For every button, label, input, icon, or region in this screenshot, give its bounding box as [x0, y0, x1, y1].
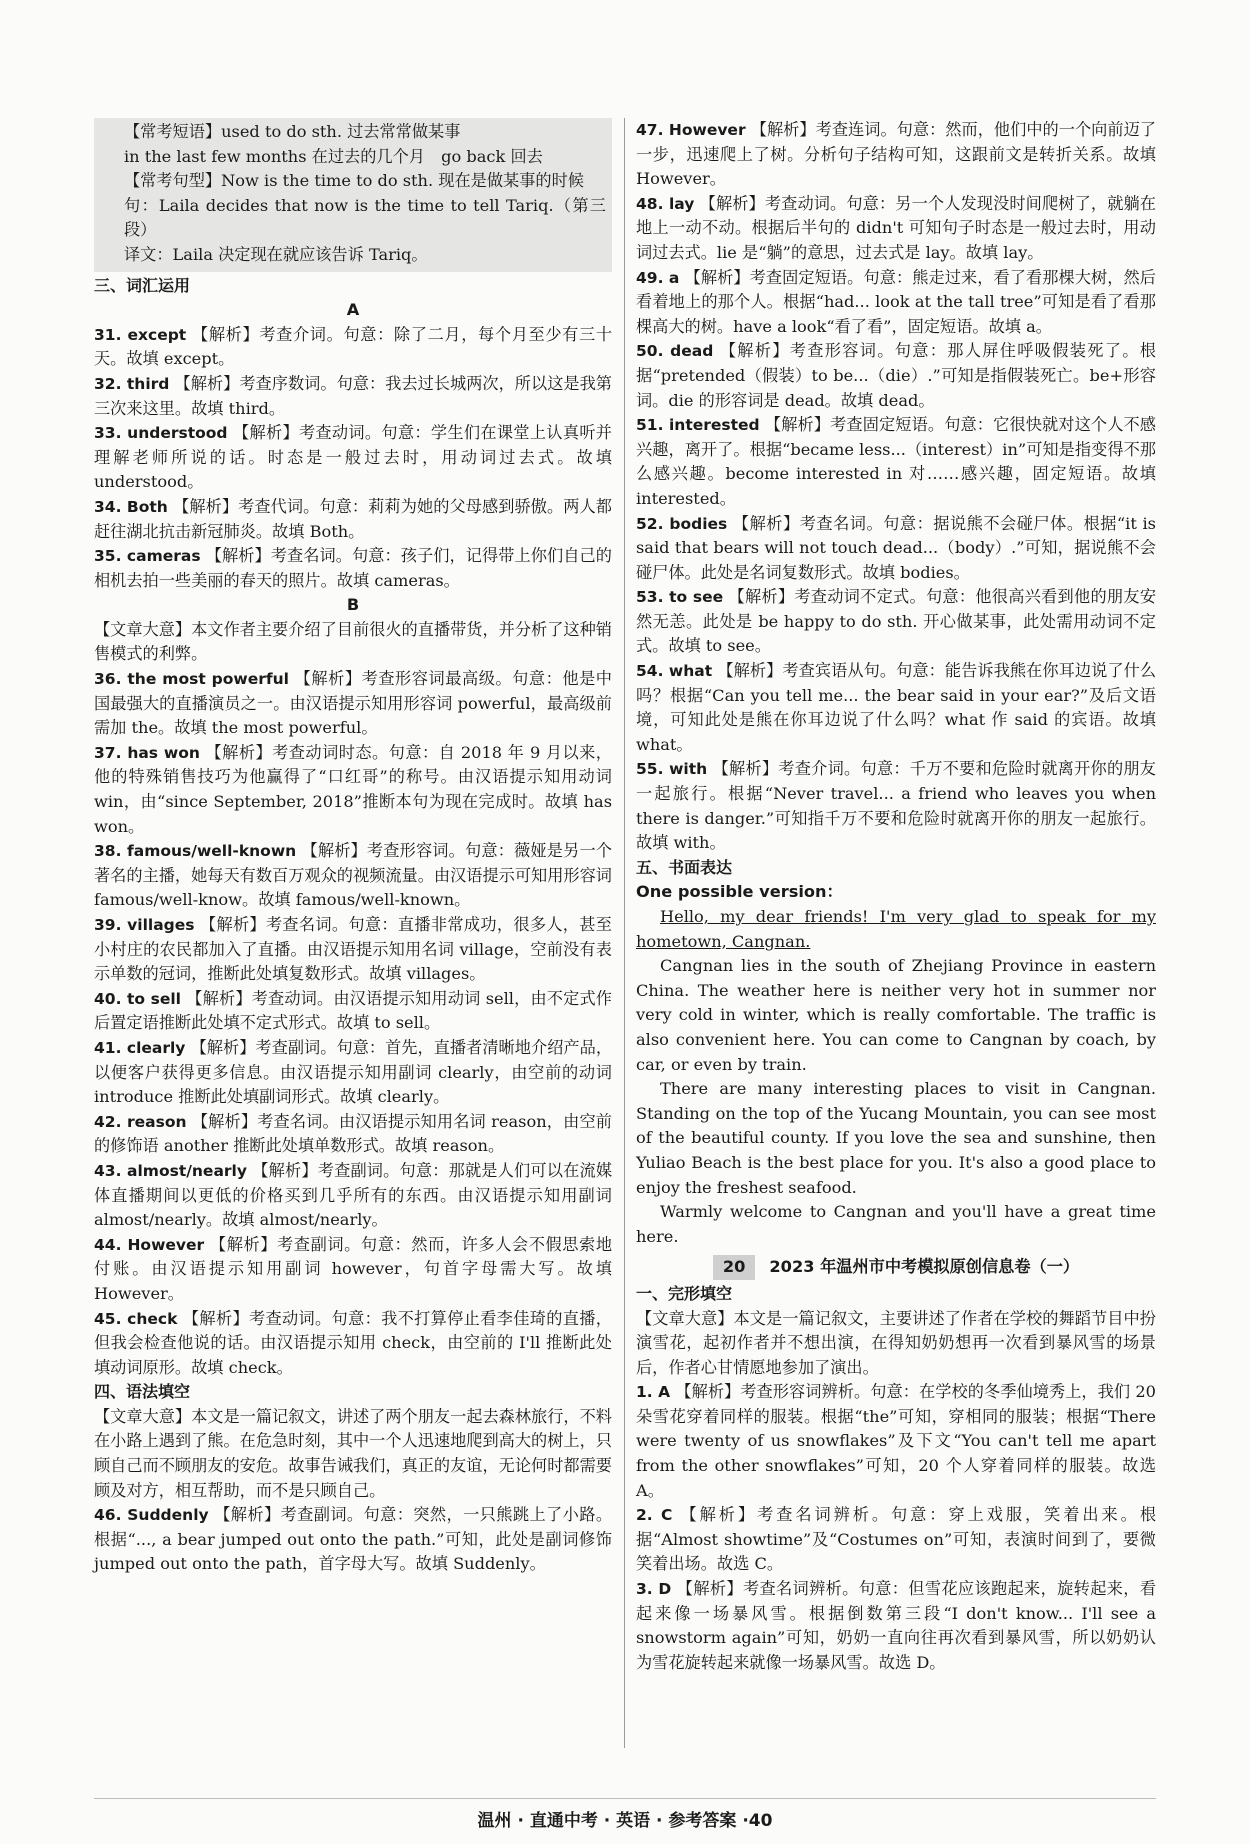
answer-item [636, 659, 1156, 757]
answer-item [94, 544, 612, 593]
answer-item [636, 1577, 1156, 1675]
column-divider [624, 118, 625, 1748]
answer-analysis: 【解析】考查动词。句意：学生们在课堂上认真听并理解老师所说的话。时态是一般过去时，用动词过去式。故填 understood。 [94, 423, 612, 492]
answer-key: 1. A [636, 1383, 671, 1402]
answer-key: 31. except [94, 325, 187, 344]
answer-key: 37. has won [94, 743, 200, 762]
part-label: A [346, 300, 360, 320]
common-phrases-box [94, 118, 612, 272]
answer-item [636, 118, 1156, 192]
answer-key: 46. Suddenly [94, 1506, 209, 1525]
answer-item [636, 413, 1156, 511]
answer-analysis: 【解析】考查名词辨析。句意：但雪花应该跑起来，旋转起来，看起来像一场暴风雪。根据倒数第三段“I don't know... I'll see a snowstorm again”可知，奶奶一直向往再次看到暴风雪，所以奶奶认为雪花旋转起来就像一场暴风雪。故选 D。 [636, 1579, 1157, 1672]
version-label: One possible version： [636, 882, 843, 902]
answer-key: 43. almost/nearly [94, 1161, 247, 1180]
answer-analysis: 【解析】考查名词。句意：孩子们，记得带上你们自己的相机去拍一些美丽的春天的照片。故填 cameras。 [94, 546, 612, 590]
answer-item [94, 1036, 612, 1110]
answer-analysis: 【解析】考查连词。句意：然而，他们中的一个向前迈了一步，迅速爬上了树。分析句子结构可知，这跟前文是转折关系。故填 However。 [636, 120, 1156, 189]
answer-key: 36. the most powerful [94, 670, 289, 689]
essay-paragraph: Hello, my dear friends! I'm very glad to speak for my hometown, Cangnan. [636, 907, 1156, 951]
article-summary: 【文章大意】本文是一篇记叙文，主要讲述了作者在学校的舞蹈节目中扮演雪花，起初作者并不想出演，在得知奶奶想再一次看到暴风雪的场景后，作者心甘情愿地参加了演出。 [636, 1308, 1156, 1377]
answer-key: 48. lay [636, 194, 695, 213]
answer-item [636, 266, 1156, 340]
answer-key: 35. cameras [94, 547, 201, 566]
essay-paragraph: There are many interesting places to visit in Cangnan. Standing on the top of the Yucang Mountain, you can see most of the beautiful county. If you love the sea and sunshine, then Yuliao Beach is the best place for you. It's also a good place to enjoy the freshest seafood. [636, 1079, 1156, 1197]
answer-item [94, 913, 612, 987]
answer-item [636, 757, 1156, 855]
phrase-line: 【常考短语】used to do sth. 过去常常做某事 [124, 122, 461, 141]
answer-item [636, 192, 1156, 266]
answer-key: 44. However [94, 1235, 205, 1254]
answer-analysis: 【解析】考查副词。句意：突然，一只熊跳上了小路。根据“..., a bear jumped out onto the path.”可知，此处是副词修饰 jumped out onto the path，首字母大写。故填 Suddenly。 [94, 1505, 613, 1574]
answer-analysis: 【解析】考查副词。句意：然而，许多人会不假思索地付账。由汉语提示知用副词 however，句首字母需大写。故填 However。 [94, 1234, 613, 1303]
answer-analysis: 【解析】考查名词。句意：据说熊不会碰尸体。根据“it is said that bears will not touch dead...（body）.”可知，据说熊不会碰尸体。此处是名词复数形式。故填 bodies。 [636, 513, 1156, 582]
left-column [94, 118, 612, 1577]
answer-key: 39. villages [94, 916, 195, 934]
unit-title [636, 1255, 1156, 1280]
answer-item [94, 495, 612, 544]
answer-analysis: 【解析】考查副词。句意：首先，直播者清晰地介绍产品，以便客户获得更多信息。由汉语提示知用副词 clearly，由空前的动词 introduce 推断此处填副词形式。故填 clearly。 [94, 1037, 613, 1107]
footer-rule [94, 1798, 1156, 1799]
answer-item [636, 339, 1156, 413]
essay-paragraph: Cangnan lies in the south of Zhejiang Province in eastern China. The weather here is neither very hot in summer nor very cold in winter, which is really comfortable. The traffic is also convenient here. You can come to Cangnan by coach, by car, or even by train. [636, 956, 1156, 1074]
answer-analysis: 【解析】考查宾语从句。句意：能告诉我熊在你耳边说了什么吗？根据“Can you tell me... the bear said in your ear?”及后文语境，可知此处是熊在你耳边说了什么吗？what 作 said 的宾语。故填 what。 [636, 661, 1157, 754]
answer-item [636, 1503, 1156, 1577]
essay-paragraph: Warmly welcome to Cangnan and you'll have a great time here. [636, 1202, 1156, 1246]
phrase-line: 【常考句型】Now is the time to do sth. 现在是做某事的时候 [124, 171, 584, 191]
answer-key: 45. check [94, 1309, 178, 1328]
answer-key: 32. third [94, 374, 170, 393]
answer-key: 33. understood [94, 424, 228, 443]
answer-analysis: 【解析】考查形容词。句意：那人屏住呼吸假装死了。根据“pretended（假装）to be...（die）.”可知是指假装死亡。be+形容词。die 的形容词是 dead。故填 dead。 [636, 341, 1156, 410]
answer-analysis: 【解析】考查动词。由汉语提示知用动词 sell，由不定式作后置定语推断此处填不定式形式。故填 to sell。 [94, 988, 612, 1033]
answer-key: 34. Both [94, 497, 168, 516]
answer-analysis: 【解析】考查序数词。句意：我去过长城两次，所以这是我第三次来这里。故填 third。 [94, 373, 612, 418]
unit-title-text: 2023 年温州市中考模拟原创信息卷（一） [769, 1257, 1080, 1277]
answer-item [94, 1233, 612, 1307]
answer-analysis: 【解析】考查介词。句意：千万不要和危险时就离开你的朋友一起旅行。根据“Never travel... a friend who leaves you when there is danger.”可知指千万不要和危险时就离开你的朋友一起旅行。故填 with。 [636, 759, 1156, 853]
phrase-line: 句：Laila decides that now is the time to tell Tariq.（第三段） [124, 195, 606, 240]
answer-key: 2. C [636, 1506, 673, 1525]
answer-key: 53. to see [636, 588, 724, 607]
phrase-line: in the last few months 在过去的几个月 go back 回去 [124, 146, 543, 166]
answer-key: 47. However [636, 121, 746, 139]
answer-key: 51. interested [636, 416, 760, 435]
answer-item [94, 839, 612, 913]
answer-key: 41. clearly [94, 1038, 186, 1057]
answer-analysis: 【解析】考查名词。由汉语提示知用名词 reason，由空前的修饰语 another 推断此处填单数形式。故填 reason。 [94, 1111, 612, 1156]
answer-key: 54. what [636, 662, 713, 681]
answer-key: 49. a [636, 268, 680, 287]
answer-analysis: 【解析】考查形容词辨析。句意：在学校的冬季仙境秀上，我们 20 朵雪花穿着同样的服装。根据“the”可知，穿相同的服装；根据“There were twenty of us snowflakes”及下文“You can't tell me apart from the other snowflakes”可知，20 个人穿着同样的服装。故选 A。 [636, 1382, 1156, 1500]
right-column [636, 118, 1156, 1675]
answer-item [636, 585, 1156, 659]
answer-item [94, 1503, 612, 1577]
answer-analysis: 【解析】考查代词。句意：莉莉为她的父母感到骄傲。两人都赶往湖北抗击新冠肺炎。故填 Both。 [94, 496, 612, 541]
answer-item [94, 372, 612, 421]
answer-analysis: 【解析】考查介词。句意：除了二月，每个月至少有三十天。故填 except。 [94, 324, 613, 369]
unit-number: 20 [713, 1255, 756, 1280]
answer-analysis: 【解析】考查动词时态。句意：自 2018 年 9 月以来，他的特殊销售技巧为他赢得了“口红哥”的称号。由汉语提示知用动词 win，由“since September, 2018”推断本句为现在完成时。故填 has won。 [94, 742, 612, 836]
answer-analysis: 【解析】考查名词辨析。句意：穿上戏服，笑着出来。根据“Almost showtime”及“Costumes on”可知，表演时间到了，要微笑着出场。故选 C。 [636, 1505, 1157, 1574]
article-summary: 【文章大意】本文作者主要介绍了目前很火的直播带货，并分析了这种销售模式的利弊。 [94, 619, 612, 664]
answer-analysis: 【解析】考查动词。句意：另一个人发现没时间爬树了，就躺在地上一动不动。根据后半句的 didn't 可知句子时态是一般过去时，用动词过去式。lie 是“躺”的意思，过去式是 lay。故填 lay。 [636, 193, 1156, 262]
answer-analysis: 【解析】考查固定短语。句意：它很快就对这个人不感兴趣，离开了。根据“became less...（interest）in”可知是指变得不那么感兴趣。become interested in 对……感兴趣，固定短语。故填 interested。 [636, 415, 1156, 508]
answer-key: 3. D [636, 1580, 672, 1599]
answer-item [94, 987, 612, 1036]
answer-analysis: 【解析】考查固定短语。句意：熊走过来，看了看那棵大树，然后看着地上的那个人。根据“had... look at the tall tree”可知是看了看那棵高大的树。have a look“看了看”，固定短语。故填 a。 [636, 267, 1156, 336]
part-label: B [346, 595, 360, 615]
answer-key: 40. to sell [94, 989, 181, 1008]
section-heading: 一、完形填空 [636, 1283, 733, 1303]
answer-analysis: 【解析】考查动词。句意：我不打算停止看李佳琦的直播，但我会检查他说的话。由汉语提示知用 check，由空前的 I'll 推断此处填动词原形。故填 check。 [94, 1308, 612, 1377]
section-heading: 四、语法填空 [94, 1382, 191, 1402]
answer-key: 52. bodies [636, 514, 728, 533]
answer-item [94, 1307, 612, 1381]
answer-item [94, 323, 612, 372]
answer-analysis: 【解析】考查动词不定式。句意：他很高兴看到他的朋友安然无恙。此处是 be happy to do sth. 开心做某事，此处需用动词不定式。故填 to see。 [636, 587, 1157, 656]
answer-key: 42. reason [94, 1112, 187, 1131]
answer-analysis: 【解析】考查形容词。句意：薇娅是另一个著名的主播，她每天有数百万观众的视频流量。由汉语提示可知用形容词 famous/well-know。故填 famous/well-known。 [94, 841, 613, 910]
page-footer: 温州 · 直通中考 · 英语 · 参考答案 ·40 [477, 1811, 773, 1831]
answer-item [636, 1380, 1156, 1503]
answer-item [94, 1110, 612, 1159]
answer-item [94, 667, 612, 741]
answer-analysis: 【解析】考查名词。句意：直播非常成功，很多人，甚至小村庄的农民都加入了直播。由汉语提示知用名词 village，空前没有表示单数的冠词，推断此处填复数形式。故填 villages。 [94, 915, 612, 984]
answer-key: 38. famous/well-known [94, 842, 297, 861]
answer-analysis: 【解析】考查形容词最高级。句意：他是中国最强大的直播演员之一。由汉语提示知用形容词 powerful，最高级前需加 the。故填 the most powerful。 [94, 669, 612, 738]
answer-key: 50. dead [636, 342, 714, 361]
answer-item [94, 421, 612, 495]
article-summary: 【文章大意】本文是一篇记叙文，讲述了两个朋友一起去森林旅行，不料在小路上遇到了熊。在危急时刻，其中一个人迅速地爬到高大的树上，只顾自己而不顾朋友的安危。故事告诫我们，真正的友谊，无论何时都需要顾及对方，相互帮助，而不是只顾自己。 [94, 1406, 612, 1500]
answer-analysis: 【解析】考查副词。句意：那就是人们可以在流媒体直播期间以更低的价格买到几乎所有的东西。由汉语提示知用副词 almost/nearly。故填 almost/nearly。 [94, 1160, 613, 1230]
answer-item [636, 512, 1156, 586]
answer-item [94, 1159, 612, 1233]
answer-item [94, 741, 612, 839]
phrase-line: 译文：Laila 决定现在就应该告诉 Tariq。 [124, 244, 428, 264]
section-heading: 五、书面表达 [636, 857, 733, 877]
answer-key: 55. with [636, 760, 708, 779]
section-heading: 三、词汇运用 [94, 275, 191, 295]
